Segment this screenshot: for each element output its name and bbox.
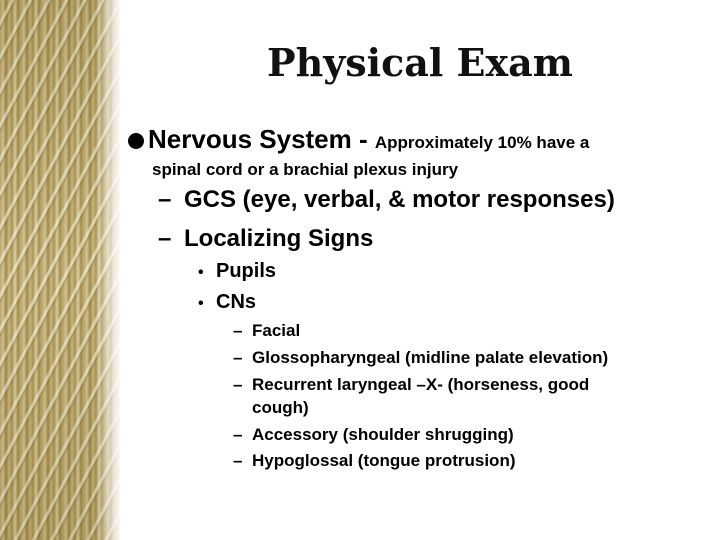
nerve-hypoglossal (233, 451, 516, 471)
dash-marker: – (158, 225, 172, 252)
nerve-recurrent-laryngeal-continuation: cough) (252, 398, 309, 417)
dash-marker: – (158, 186, 172, 213)
nervous-system-heading: Nervous System - (148, 124, 375, 154)
nerve-text: Facial (252, 321, 301, 340)
subitem-text: Localizing Signs (184, 225, 374, 252)
point-cns (198, 291, 256, 314)
slide-title: Physical Exam (267, 40, 573, 85)
nerve-text: Hypoglossal (tongue protrusion) (252, 451, 516, 470)
dash-marker: – (233, 321, 243, 340)
dash-marker: – (233, 451, 243, 470)
dash-marker: – (233, 375, 243, 394)
small-bullet-icon: • (198, 264, 204, 281)
nerve-text: Glossopharyngeal (midline palate elevation) (252, 348, 609, 367)
dash-marker: – (233, 425, 243, 444)
bullet-nervous-system (128, 124, 708, 179)
nervous-system-detail: Approximately 10% have a (374, 133, 590, 152)
nerve-recurrent-laryngeal (233, 375, 589, 395)
small-bullet-icon: • (198, 295, 204, 312)
nerve-text: Accessory (shoulder shrugging) (252, 425, 514, 444)
nervous-system-continuation: spinal cord or a brachial plexus injury (152, 160, 459, 179)
dash-marker: – (233, 348, 243, 367)
nerve-facial (233, 321, 300, 341)
point-text: Pupils (216, 260, 277, 282)
subitem-localizing-signs (158, 225, 373, 253)
point-text: CNs (216, 291, 257, 313)
subitem-text: GCS (eye, verbal, & motor responses) (184, 186, 615, 213)
nerve-text: Recurrent laryngeal –X- (horseness, good (252, 375, 590, 394)
nerve-glossopharyngeal (233, 348, 608, 368)
point-pupils (198, 260, 276, 283)
subitem-gcs (158, 186, 615, 214)
bullet-dot-icon (128, 133, 144, 149)
nerve-accessory (233, 425, 514, 445)
